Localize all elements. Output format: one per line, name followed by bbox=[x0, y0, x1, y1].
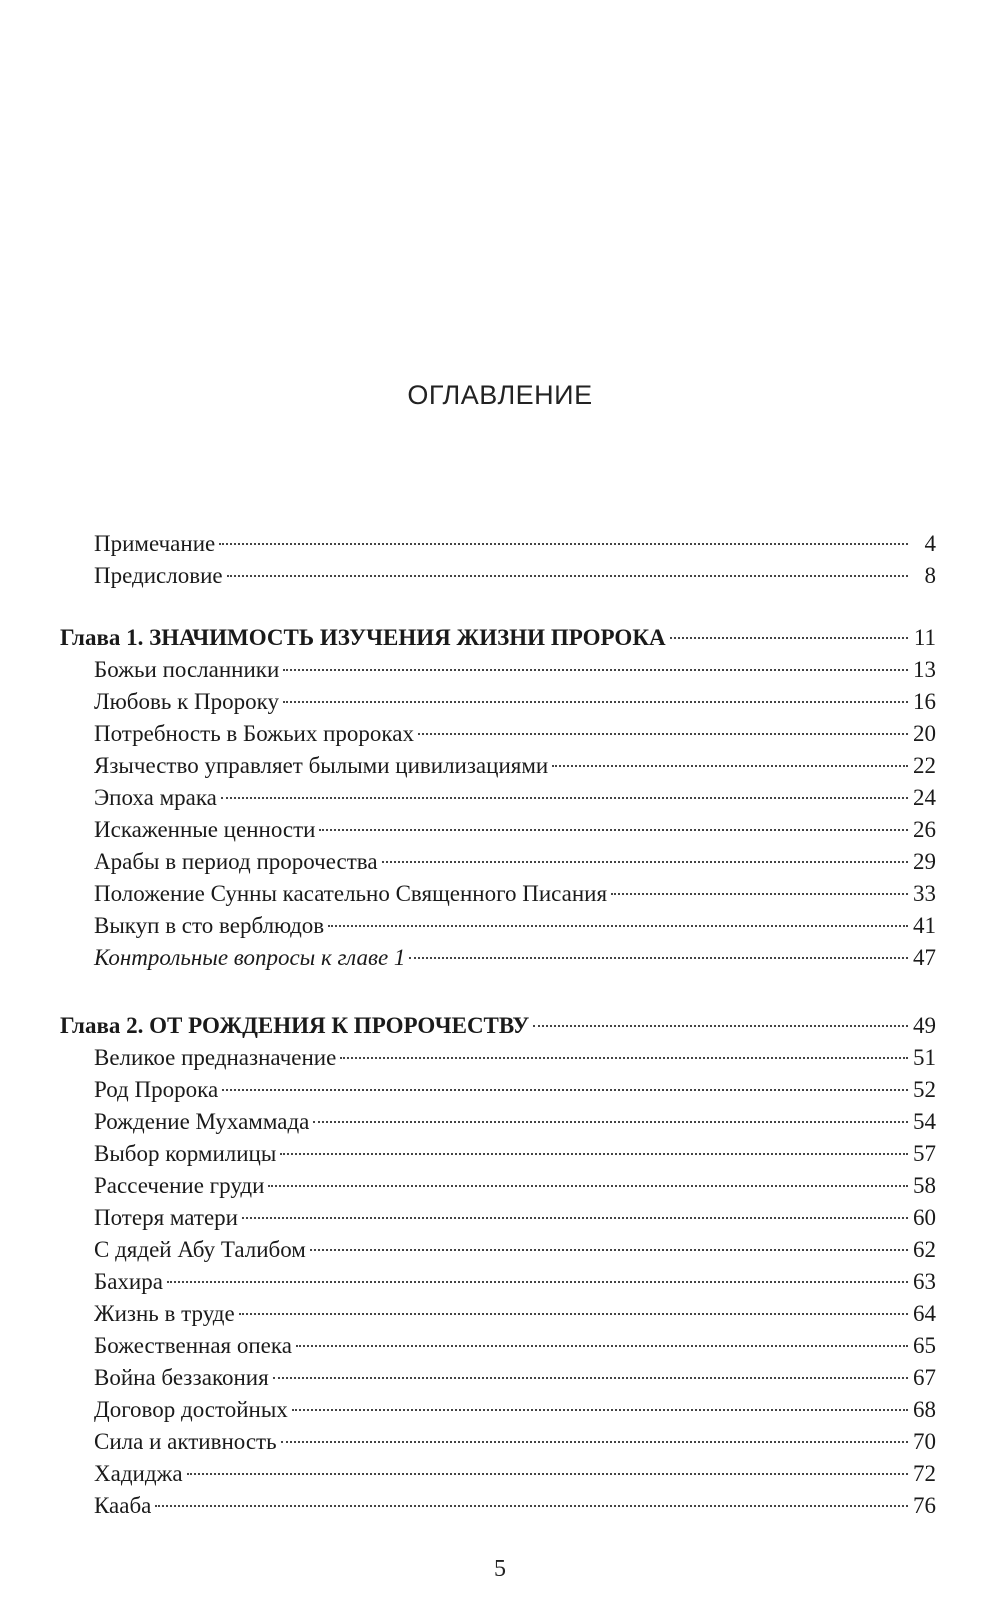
toc-entry-label: Выбор кормилицы bbox=[94, 1141, 277, 1166]
toc-entry-label: Война беззакония bbox=[94, 1365, 269, 1390]
toc-entry-label: Великое предназначение bbox=[94, 1045, 337, 1070]
toc-entry-label: Выкуп в сто верблюдов bbox=[94, 913, 325, 938]
toc-entry-page: 68 bbox=[913, 1397, 936, 1422]
toc-entry bbox=[60, 1234, 936, 1266]
dot-leader bbox=[319, 829, 908, 831]
dot-leader bbox=[296, 1345, 908, 1347]
toc-entry-label: Хадиджа bbox=[94, 1461, 183, 1486]
toc-chapter-label: Глава 2. ОТ РОЖДЕНИЯ К ПРОРОЧЕСТВУ bbox=[60, 1013, 530, 1038]
dot-leader bbox=[382, 861, 908, 863]
toc-entry bbox=[60, 846, 936, 878]
toc-entry-page: 63 bbox=[913, 1269, 936, 1294]
dot-leader bbox=[221, 797, 908, 799]
dot-leader bbox=[533, 1025, 908, 1027]
toc-entry bbox=[60, 1074, 936, 1106]
toc-entry-label: Божьи посланники bbox=[94, 657, 280, 682]
toc-entry-label: Жизнь в труде bbox=[94, 1301, 235, 1326]
dot-leader bbox=[155, 1505, 908, 1507]
toc-entry bbox=[60, 654, 936, 686]
dot-leader bbox=[552, 765, 908, 767]
toc-entry-page: 47 bbox=[913, 945, 936, 970]
toc-entry-page: 51 bbox=[913, 1045, 936, 1070]
dot-leader bbox=[283, 701, 908, 703]
dot-leader bbox=[167, 1281, 908, 1283]
toc-entry-label: Божественная опека bbox=[94, 1333, 292, 1358]
dot-leader bbox=[187, 1473, 908, 1475]
dot-leader bbox=[418, 733, 908, 735]
table-of-contents bbox=[60, 528, 936, 1522]
dot-leader bbox=[409, 957, 908, 959]
toc-entry bbox=[60, 782, 936, 814]
toc-entry-page: 65 bbox=[913, 1333, 936, 1358]
toc-chapter-1 bbox=[60, 622, 936, 654]
toc-entry-label: Кааба bbox=[94, 1493, 152, 1518]
toc-entry-page: 33 bbox=[913, 881, 936, 906]
toc-entry-label: С дядей Абу Талибом bbox=[94, 1237, 306, 1262]
toc-entry-label: Рассечение груди bbox=[94, 1173, 265, 1198]
toc-chapter-page: 11 bbox=[913, 625, 936, 650]
toc-entry-label: Примечание bbox=[94, 531, 216, 556]
toc-entry-page: 22 bbox=[913, 753, 936, 778]
toc-entry bbox=[60, 1426, 936, 1458]
toc-chapter-2 bbox=[60, 1010, 936, 1042]
toc-entry-page: 20 bbox=[913, 721, 936, 746]
toc-chapter-label: Глава 1. ЗНАЧИМОСТЬ ИЗУЧЕНИЯ ЖИЗНИ ПРОРОКА bbox=[60, 625, 666, 650]
dot-leader bbox=[313, 1121, 908, 1123]
dot-leader bbox=[281, 1441, 908, 1443]
dot-leader bbox=[239, 1313, 908, 1315]
toc-entry-preface bbox=[60, 560, 936, 592]
toc-entry-page: 4 bbox=[924, 531, 936, 556]
toc-entry-page: 58 bbox=[913, 1173, 936, 1198]
toc-entry-label: Положение Сунны касательно Священного Писания bbox=[94, 881, 608, 906]
toc-entry bbox=[60, 1362, 936, 1394]
toc-entry bbox=[60, 1106, 936, 1138]
toc-entry bbox=[60, 1042, 936, 1074]
toc-entry bbox=[60, 1298, 936, 1330]
toc-entry bbox=[60, 1266, 936, 1298]
page-number: 5 bbox=[494, 1556, 506, 1582]
spacer bbox=[60, 592, 936, 622]
toc-entry-page: 76 bbox=[913, 1493, 936, 1518]
toc-entry-label: Потребность в Божьих пророках bbox=[94, 721, 414, 746]
toc-entry-label: Род Пророка bbox=[94, 1077, 219, 1102]
toc-chapter-page: 49 bbox=[913, 1013, 936, 1038]
toc-entry bbox=[60, 1202, 936, 1234]
dot-leader bbox=[242, 1217, 908, 1219]
toc-entry-page: 67 bbox=[913, 1365, 936, 1390]
toc-entry-page: 52 bbox=[913, 1077, 936, 1102]
toc-entry bbox=[60, 1490, 936, 1522]
dot-leader bbox=[340, 1057, 908, 1059]
toc-entry-label: Искаженные ценности bbox=[94, 817, 316, 842]
toc-entry-note bbox=[60, 528, 936, 560]
toc-entry-page: 57 bbox=[913, 1141, 936, 1166]
dot-leader bbox=[222, 1089, 908, 1091]
toc-entry-page: 29 bbox=[913, 849, 936, 874]
dot-leader bbox=[273, 1377, 908, 1379]
dot-leader bbox=[227, 575, 908, 577]
dot-leader bbox=[219, 543, 908, 545]
dot-leader bbox=[280, 1153, 908, 1155]
toc-entry-label: Сила и активность bbox=[94, 1429, 277, 1454]
page-title: ОГЛАВЛЕНИЕ bbox=[407, 380, 593, 410]
toc-entry-label: Язычество управляет былыми цивилизациями bbox=[94, 753, 549, 778]
toc-entry-page: 8 bbox=[924, 563, 936, 588]
toc-entry-label: Рождение Мухаммада bbox=[94, 1109, 310, 1134]
toc-entry bbox=[60, 1394, 936, 1426]
dot-leader bbox=[670, 637, 908, 639]
toc-entry-label: Эпоха мрака bbox=[94, 785, 217, 810]
spacer bbox=[60, 974, 936, 1010]
toc-entry bbox=[60, 910, 936, 942]
toc-entry-label: Потеря матери bbox=[94, 1205, 238, 1230]
dot-leader bbox=[611, 893, 908, 895]
toc-entry-page: 41 bbox=[913, 913, 936, 938]
dot-leader bbox=[283, 669, 908, 671]
toc-entry-page: 72 bbox=[913, 1461, 936, 1486]
toc-entry bbox=[60, 686, 936, 718]
toc-entry bbox=[60, 814, 936, 846]
toc-entry bbox=[60, 1138, 936, 1170]
toc-entry-label: Арабы в период пророчества bbox=[94, 849, 378, 874]
toc-entry-review-questions bbox=[60, 942, 936, 974]
dot-leader bbox=[310, 1249, 908, 1251]
toc-entry bbox=[60, 878, 936, 910]
toc-entry-page: 62 bbox=[913, 1237, 936, 1262]
toc-entry bbox=[60, 750, 936, 782]
toc-entry-page: 60 bbox=[913, 1205, 936, 1230]
toc-entry bbox=[60, 1330, 936, 1362]
toc-entry-label: Бахира bbox=[94, 1269, 163, 1294]
toc-entry-label: Любовь к Пророку bbox=[94, 689, 279, 714]
toc-entry bbox=[60, 718, 936, 750]
toc-entry-page: 13 bbox=[913, 657, 936, 682]
toc-entry bbox=[60, 1458, 936, 1490]
toc-entry-page: 26 bbox=[913, 817, 936, 842]
dot-leader bbox=[328, 925, 908, 927]
toc-entry-page: 70 bbox=[913, 1429, 936, 1454]
toc-entry-label: Договор достойных bbox=[94, 1397, 288, 1422]
toc-entry-page: 54 bbox=[913, 1109, 936, 1134]
toc-entry-page: 24 bbox=[913, 785, 936, 810]
dot-leader bbox=[268, 1185, 908, 1187]
toc-entry-label: Предисловие bbox=[94, 563, 223, 588]
toc-entry-page: 64 bbox=[913, 1301, 936, 1326]
toc-entry-page: 16 bbox=[913, 689, 936, 714]
dot-leader bbox=[292, 1409, 908, 1411]
toc-entry-label: Контрольные вопросы к главе 1 bbox=[94, 945, 406, 970]
toc-entry bbox=[60, 1170, 936, 1202]
